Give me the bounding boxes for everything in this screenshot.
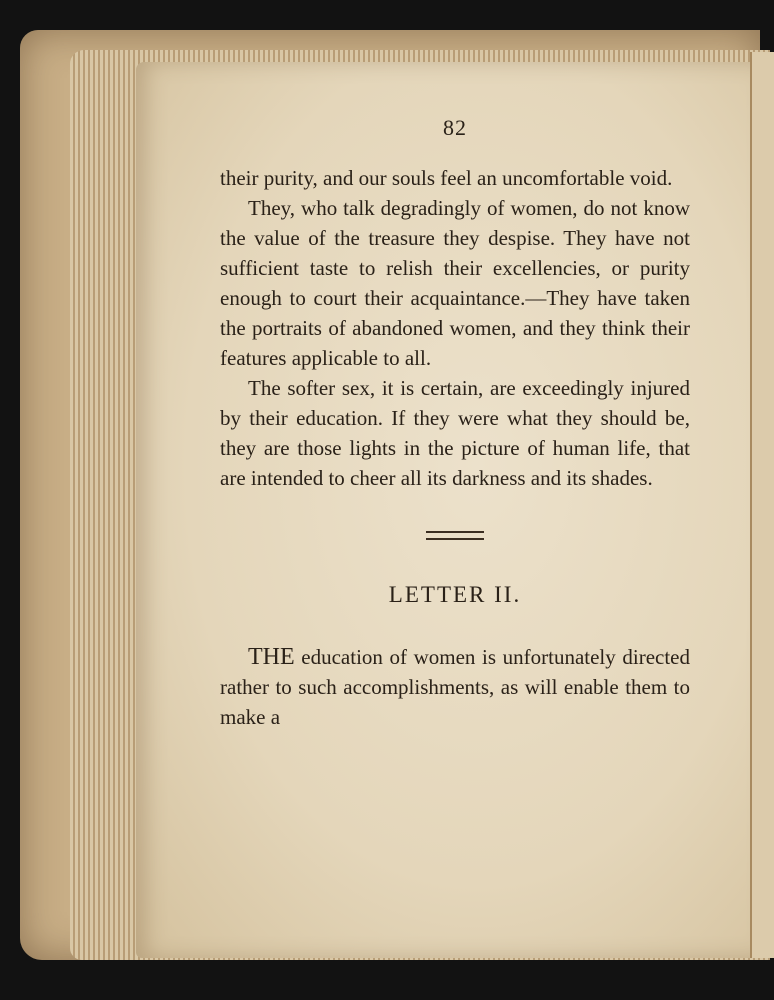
letter-paragraph xyxy=(220,642,690,732)
paragraph-3: The softer sex, it is certain, are exceedingly injured by their education. If they were what they should be, they are those lights in the picture of human life, that are intended to cheer all its darkness and its shades. xyxy=(220,376,690,490)
paragraph-2: They, who talk degradingly of women, do not know the value of the treasure they despise. They have not sufficient taste to relish their excellencies, or purity enough to court their acquaintance.—They have taken the portraits of abandoned women, and they think their features applicable to all. xyxy=(220,196,690,370)
page-number: 82 xyxy=(443,115,467,140)
section-divider xyxy=(426,531,484,540)
letter-opening-word: THE xyxy=(248,644,295,670)
paragraph-1: their purity, and our souls feel an uncomfortable void. xyxy=(220,166,673,190)
letter-heading: LETTER II. xyxy=(388,582,522,607)
page-text xyxy=(220,115,690,732)
facing-page-edge xyxy=(750,52,774,958)
letter-body-text: education of women is unfortunately directed rather to such accomplishments, as will enable them to make a xyxy=(220,645,690,729)
